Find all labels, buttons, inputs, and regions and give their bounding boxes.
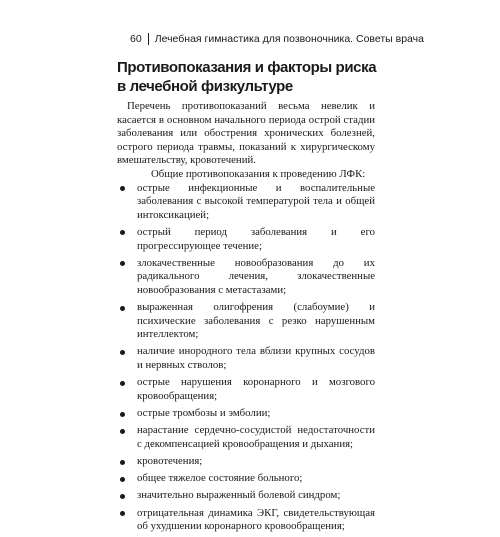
running-title: Лечебная гимнастика для позвоночника. Советы врача: [154, 33, 424, 45]
bullet-icon: [120, 494, 125, 499]
section-heading-line-1: Противопоказания и факторы риска: [117, 59, 377, 76]
bullet-icon: [120, 381, 125, 386]
list-item-text: кровотечения;: [137, 455, 203, 467]
body-text: [117, 100, 375, 537]
page-number: 60: [130, 33, 142, 45]
list-item: [117, 345, 375, 372]
list-item: [117, 301, 375, 342]
bullet-icon: [120, 230, 125, 235]
contraindications-list: [117, 182, 375, 534]
list-item: [117, 226, 375, 253]
running-header: [130, 33, 424, 45]
list-item-text: острые инфекционные и воспалительные заболевания с высокой температурой тела и общей интоксикацией;: [137, 181, 375, 221]
list-item-text: злокачественные новообразования до их радикального лечения, злокачественные новообразования с метастазами;: [137, 256, 375, 296]
header-divider: [148, 33, 149, 45]
list-item-text: острый период заболевания и его прогрессирующее течение;: [137, 225, 375, 252]
list-item: [117, 507, 375, 534]
list-item-text: наличие инородного тела вблизи крупных сосудов и нервных стволов;: [137, 345, 375, 372]
bullet-icon: [120, 511, 125, 516]
list-item-text: отрицательная динамика ЭКГ, свидетельствующая об ухудшении коронарного кровообращения;: [137, 506, 375, 533]
list-item: [117, 407, 375, 421]
list-item-text: общее тяжелое состояние больного;: [137, 472, 303, 485]
list-item: [117, 472, 375, 486]
bullet-icon: [120, 261, 125, 266]
bullet-icon: [120, 460, 125, 465]
list-item: [117, 455, 375, 469]
list-item: [117, 424, 375, 451]
bullet-icon: [120, 306, 125, 311]
list-item: [117, 182, 375, 223]
bullet-icon: [120, 429, 125, 434]
list-intro: Общие противопоказания к проведению ЛФК:: [151, 167, 366, 180]
section-heading-line-2: в лечебной физкультуре: [117, 78, 293, 95]
list-item: [117, 376, 375, 403]
list-item-text: острые тромбозы и эмболии;: [137, 407, 271, 420]
bullet-icon: [120, 186, 125, 191]
list-item-text: нарастание сердечно-сосудистой недостаточности с декомпенсацией кровообращения и дыхания;: [137, 424, 375, 450]
bullet-icon: [120, 350, 125, 355]
list-item-text: значительно выраженный болевой синдром;: [137, 489, 341, 502]
list-item: [117, 489, 375, 503]
bullet-icon: [120, 412, 125, 417]
list-item: [117, 257, 375, 298]
section-heading: [117, 58, 377, 96]
bullet-icon: [120, 477, 125, 482]
list-item-text: острые нарушения коронарного и мозгового кровообращения;: [137, 376, 375, 402]
list-item-text: выраженная олигофрения (слабоумие) и психические заболевания с резко нарушенным интеллектом;: [137, 301, 375, 341]
intro-paragraph: Перечень противопоказаний весьма невелик и касается в основном начального периода острой стадии заболевания или обострения хронических болезней, острого периода травмы, показаний к хирургическому вмешательству, кровотечений.: [117, 100, 375, 167]
